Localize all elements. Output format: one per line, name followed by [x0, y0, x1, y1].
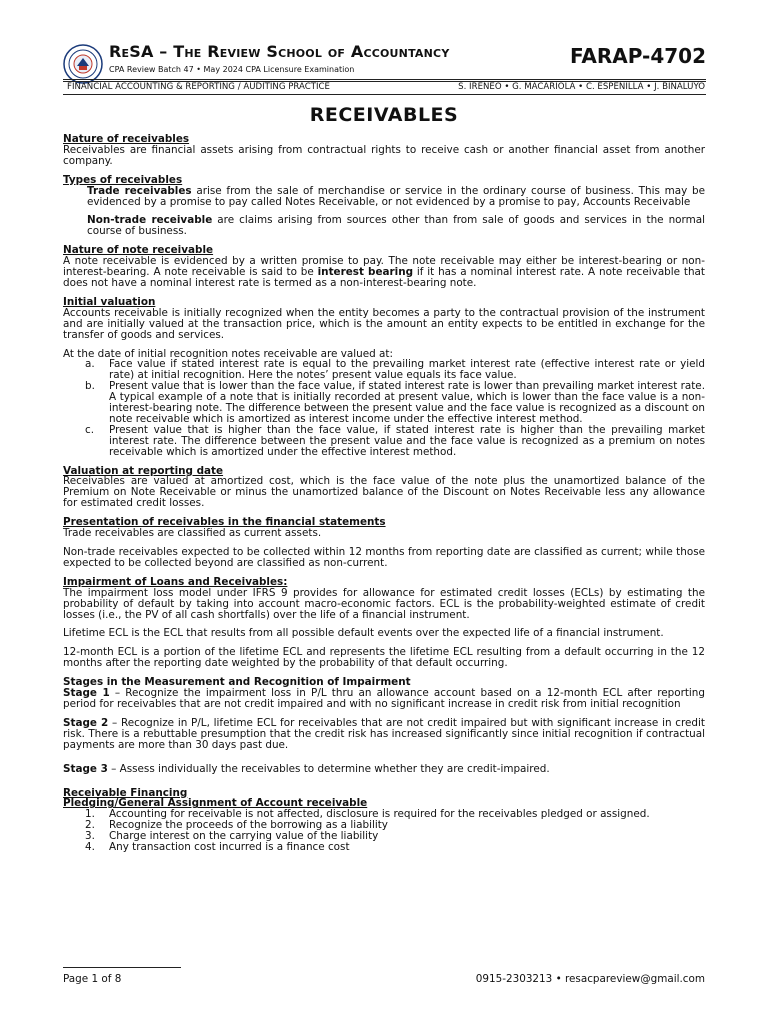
stage-3-text: – Assess individually the receivables to determine whether they are credit-impaired.	[107, 762, 550, 775]
nontrade-receivable-term: Non-trade receivable	[87, 214, 213, 227]
initial-valuation-paragraph: Accounts receivable is initially recognized when the entity becomes a party to the contractual provision of the instrument and are initially valued at the transaction price, which is the amount an entity expects to be entitled in exchange for the transfer of goods and services.	[63, 306, 705, 341]
stage-2-text: – Recognize in P/L, lifetime ECL for receivables that are not credit impaired but with significant increase in credit risk. There is a rebuttable presumption that the credit risk has increased significantly since initial recognition if contractual payments are more than 30 days past due.	[63, 716, 705, 751]
section-subheading-pledging: Pledging/General Assignment of Account receivable	[63, 797, 368, 810]
list-marker: a.	[85, 358, 95, 371]
initial-valuation-intro: At the date of initial recognition notes receivable are valued at:	[63, 347, 393, 360]
list-item-text: Any transaction cost incurred is a finance cost	[109, 841, 350, 854]
section-heading-financing: Receivable Financing	[63, 786, 188, 799]
impairment-paragraph-1: The impairment loss model under IFRS 9 provides for allowance for estimated credit losses (ECLs) by estimating the probability of default by taking into account macro-economic factors. ECL is the probability-weighted estimate of credit losses (i.e., the PV of all cash shortfalls) over the life of a financial instrument.	[63, 586, 705, 621]
stage-1-label: Stage 1	[63, 687, 110, 700]
presentation-paragraph-1: Trade receivables are classified as current assets.	[63, 527, 322, 540]
stage-1-paragraph	[63, 688, 705, 710]
list-item	[63, 842, 705, 853]
trade-receivables-paragraph	[63, 186, 705, 208]
initial-valuation-list	[63, 359, 705, 457]
list-item-text: Accounting for receivable is not affected, disclosure is required for the receivables pledged or assigned.	[109, 808, 650, 821]
note-text-a: A note receivable is evidenced by a written promise to pay. The note receivable may either be interest-bearing or non-interest-bearing. A note receivable is said to be	[63, 255, 705, 279]
list-item-text: Present value that is lower than the face value, if stated interest rate is lower than prevailing market interest rate. A typical example of a note that is initially recorded at present value, which is lower than the face value is a non-interest-bearing note. The difference between the present value and the face value is recognized as a discount on note receivable which is amortized as interest income under the effective interest method.	[109, 380, 705, 425]
list-marker: 2.	[85, 819, 95, 832]
section-heading-note: Nature of note receivable	[63, 244, 214, 257]
list-item-text: Face value if stated interest rate is equal to the prevailing market interest rate (effective interest rate or yield rate) at initial recognition. Here the notes’ present value equals its face value.	[109, 358, 705, 382]
nontrade-receivables-paragraph	[63, 215, 705, 237]
stage-3-paragraph	[63, 764, 705, 775]
list-marker: 1.	[85, 808, 95, 821]
presentation-paragraph-2: Non-trade receivables expected to be collected within 12 months from reporting date are classified as current; while those expected to be collected beyond are classified as non-current.	[63, 546, 705, 569]
financing-list	[63, 809, 705, 853]
document-code: FARAP-4702	[570, 44, 706, 68]
list-marker: 4.	[85, 841, 95, 854]
page-number: Page 1 of 8	[63, 973, 122, 985]
page-title: RECEIVABLES	[309, 104, 459, 126]
list-item	[63, 359, 705, 381]
document-body	[63, 134, 705, 853]
stage-2-label: Stage 2	[63, 716, 109, 729]
section-heading-nature: Nature of receivables	[63, 133, 190, 145]
valuation-paragraph: Receivables are valued at amortized cost, which is the face value of the note plus the unamortized balance of the Premium on Note Receivable or minus the unamortized balance of the Discount on Notes Receivable less any allowance for estimated credit losses.	[63, 475, 705, 510]
list-item-text: Present value that is higher than the face value, if stated interest rate is higher than the prevailing market interest rate. The difference between the present value and the face value is recognized as a premium on notes receivable which is amortized under the effective interest method.	[109, 423, 705, 458]
stage-2-paragraph	[63, 718, 705, 751]
stage-1-text: – Recognize the impairment loss in P/L thru an allowance account based on a 12-month ECL after reporting period for receivables that are not credit impaired and with no significant increase in credit risk from initial recognition	[63, 687, 705, 710]
footer-divider	[63, 967, 181, 968]
review-batch: CPA Review Batch 47 • May 2024 CPA Licensure Examination	[109, 65, 355, 74]
note-text-b: if it has a nominal interest rate. A note receivable that does not have a nominal interest rate is termed as a non-interest-bearing note.	[63, 266, 705, 289]
nature-paragraph: Receivables are financial assets arising from contractual rights to receive cash or another financial asset from another company.	[63, 143, 705, 167]
section-heading-impairment: Impairment of Loans and Receivables:	[63, 575, 288, 588]
trade-receivables-term: Trade receivables	[87, 184, 192, 197]
header-divider	[63, 94, 706, 95]
note-paragraph	[63, 256, 705, 289]
list-item-text: Recognize the proceeds of the borrowing as a liability	[109, 819, 388, 832]
resa-seal-logo-icon	[63, 44, 103, 84]
impairment-paragraph-2: Lifetime ECL is the ECL that results from all possible default events over the expected life of a financial instrument.	[63, 627, 664, 640]
section-heading-types: Types of receivables	[63, 173, 183, 186]
section-heading-presentation: Presentation of receivables in the financial statements	[63, 516, 386, 529]
list-marker: 3.	[85, 830, 95, 843]
list-marker: c.	[85, 423, 95, 436]
list-item-text: Charge interest on the carrying value of the liability	[109, 830, 379, 843]
interest-bearing-term: interest bearing	[317, 266, 414, 279]
list-item	[63, 381, 705, 425]
school-name: ReSA – The Review School of Accountancy	[109, 42, 450, 61]
subject-line: FINANCIAL ACCOUNTING & REPORTING / AUDITING PRACTICE	[67, 82, 330, 92]
contact-info: 0915-2303213 • resacpareview@gmail.com	[475, 973, 705, 985]
section-heading-initial-valuation: Initial valuation	[63, 295, 156, 308]
section-heading-valuation-reporting: Valuation at reporting date	[63, 464, 224, 477]
stage-3-label: Stage 3	[63, 762, 108, 775]
nontrade-receivable-text: are claims arising from sources other than from sale of goods and services in the normal course of business.	[87, 214, 705, 238]
section-heading-stages: Stages in the Measurement and Recognition of Impairment	[63, 676, 411, 689]
header-divider	[63, 79, 706, 80]
authors-line: S. IRENEO • G. MACARIOLA • C. ESPENILLA • J. BINALUYO	[458, 82, 705, 92]
list-item	[63, 425, 705, 458]
list-marker: b.	[85, 380, 95, 393]
trade-receivables-text: arise from the sale of merchandise or service in the ordinary course of business. This may be evidenced by a promise to pay called Notes Receivable, or not evidenced by a promise to pay, Accounts Receivable	[87, 184, 705, 208]
impairment-paragraph-3: 12-month ECL is a portion of the lifetime ECL and represents the lifetime ECL resulting from a default occurring in the 12 months after the reporting date weighted by the probability of that default occurring.	[63, 646, 705, 670]
